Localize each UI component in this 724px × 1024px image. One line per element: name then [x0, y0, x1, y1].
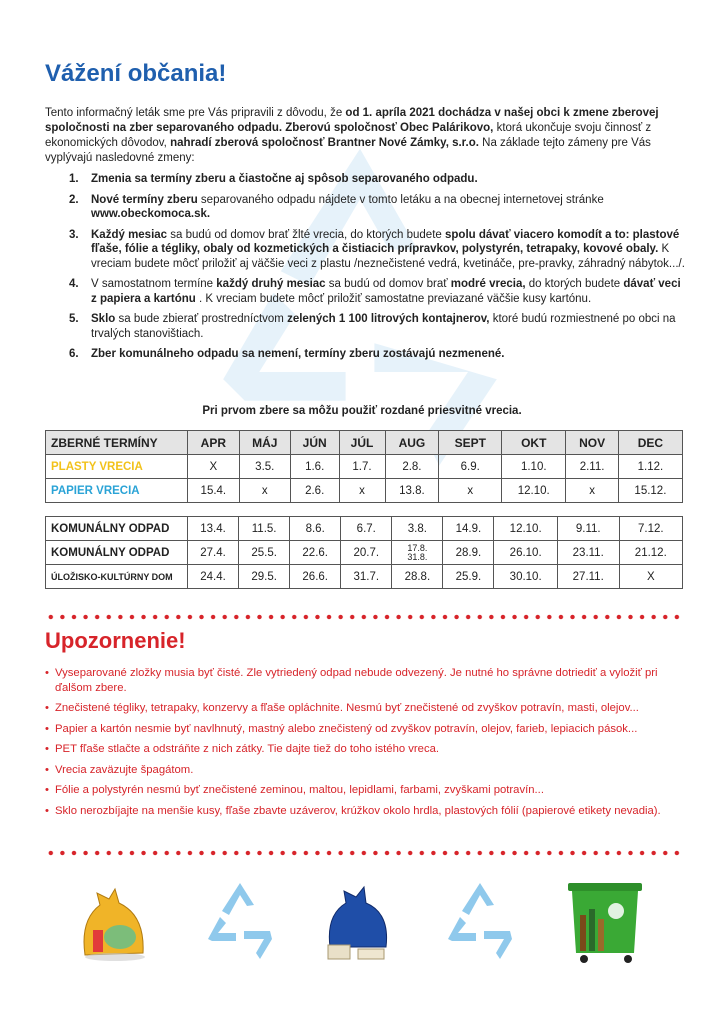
table-cell: 27.11.	[557, 565, 619, 589]
month-header: APR	[188, 431, 240, 455]
dotted-divider	[45, 614, 685, 620]
komunal-label: KOMUNÁLNY ODPAD	[46, 541, 188, 565]
month-header: OKT	[502, 431, 566, 455]
change-item	[45, 172, 685, 187]
list-item: • Fólie a polystyrén nesmú byť znečistené zeminou, maltou, lepidlami, farbami, zvyškami potravín...	[45, 783, 683, 798]
ulozisko-label: ÚLOŽISKO-KULTÚRNY DOM	[46, 565, 188, 589]
change-number: 2.	[69, 193, 79, 206]
change-text: Nové termíny zberu	[91, 193, 198, 206]
table-cell: 8.6.	[290, 517, 341, 541]
table-cell: 6.9.	[439, 455, 502, 479]
blue-sack-icon	[318, 875, 398, 965]
change-text: sa budú od domov brať	[325, 278, 451, 290]
table-cell: 1.10.	[502, 455, 566, 479]
green-glass-container-icon	[560, 875, 650, 965]
list-item: • Vrecia zaväzujte špagátom.	[45, 763, 683, 778]
change-text: dávať veci z papiera a kartónu	[91, 278, 681, 305]
dotted-divider	[45, 850, 685, 856]
table-cell: 15.12.	[618, 479, 682, 503]
table-row	[46, 455, 683, 479]
change-text: do ktorých budete	[525, 278, 624, 290]
table-cell: 25.5.	[239, 541, 290, 565]
list-item: • Znečistené tégliky, tetrapaky, konzervy a fľaše opláchnite. Nesmú byť znečistené od zvyškov potravín, masti, olejov...	[45, 701, 683, 716]
table-cell: x	[566, 479, 619, 503]
change-item	[45, 277, 685, 306]
table-cell: 11.5.	[239, 517, 290, 541]
table-cell: 3.5.	[239, 455, 290, 479]
change-text: ktoré budú rozmiestnené po obci na trvalých stanovištiach.	[91, 313, 676, 340]
papier-label: PAPIER VRECIA	[46, 479, 188, 503]
table-cell: 30.10.	[494, 565, 557, 589]
list-item: • PET fľaše stlačte a odstráňte z nich zátky. Tie dajte tiež do toho istého vreca.	[45, 742, 683, 757]
table-cell: 1.7.	[339, 455, 385, 479]
list-item: • Sklo nerozbíjajte na menšie kusy, fľaše zbavte uzáverov, krúžkov okolo hrdla, plastových fólií (papierové etikety nevadia).	[45, 804, 683, 819]
change-text: sa bude zbierať prostredníctvom	[115, 313, 288, 325]
month-header: NOV	[566, 431, 619, 455]
change-text: Zber komunálneho odpadu sa nemení, termíny zberu zostávajú nezmenené.	[91, 348, 505, 360]
month-header: JÚL	[339, 431, 385, 455]
change-text: Každý mesiac	[91, 228, 168, 241]
month-header: JÚN	[290, 431, 339, 455]
change-text: modré vrecia,	[450, 278, 526, 290]
change-text: spolu dávať viacero komodít a to: plastové fľaše, fólie a tégliky, obaly od kozmetických a čistiacich prípravkov, polystyrén, tetrapaky, kovové obaly.	[91, 228, 680, 255]
table-cell: 21.12.	[619, 541, 682, 565]
change-text: sa budú od domov brať žlté vrecia, do ktorých budete	[167, 228, 445, 241]
sack-note: Pri prvom zbere sa môžu použiť rozdané priesvitné vrecia.	[202, 405, 522, 417]
table-cell: X	[619, 565, 682, 589]
month-header: DEC	[618, 431, 682, 455]
table-cell: 13.4.	[188, 517, 239, 541]
schedule-header-row	[46, 431, 683, 455]
change-item	[45, 312, 685, 341]
change-number: 4.	[69, 278, 79, 290]
table-cell: 13.8.	[385, 479, 439, 503]
table-cell-aug-double	[392, 541, 443, 565]
list-item: • Vyseparované zložky musia byť čisté. Zle vytriedený odpad nebude odvezený. Je nutné ho správne dotriediť a vyložiť pri ďalšom zbere.	[45, 666, 683, 695]
change-text: Zmenia sa termíny zberu a čiastočne aj spôsob separovaného odpadu.	[91, 173, 478, 185]
change-text: každý druhý mesiac	[216, 278, 326, 290]
table-cell: 28.9.	[443, 541, 494, 565]
table-cell: 28.8.	[392, 565, 443, 589]
table-cell: 3.8.	[392, 517, 443, 541]
change-item	[45, 228, 685, 272]
aug-date-b: 31.8.	[407, 551, 428, 562]
change-number: 1.	[69, 173, 79, 185]
komunal-table	[45, 516, 683, 589]
table-cell: 12.10.	[502, 479, 566, 503]
table-cell: 20.7.	[341, 541, 392, 565]
table-cell: 7.12.	[619, 517, 682, 541]
aug-date-a: 17.8.	[407, 542, 428, 553]
change-text: zelených 1 100 litrových kontajnerov,	[287, 313, 490, 325]
schedule-table	[45, 430, 683, 503]
table-cell: 2.11.	[566, 455, 619, 479]
plasty-label: PLASTY VRECIA	[46, 455, 188, 479]
change-text: V samostatnom termíne	[91, 278, 217, 290]
change-item	[45, 193, 685, 222]
month-header: AUG	[385, 431, 439, 455]
schedule-header-label: ZBERNÉ TERMÍNY	[46, 431, 188, 455]
table-row	[46, 565, 683, 589]
warning-title: Upozornenie!	[45, 628, 186, 653]
recycle-icon	[440, 875, 520, 965]
table-cell: 12.10.	[494, 517, 557, 541]
table-row	[46, 541, 683, 565]
komunal-label: KOMUNÁLNY ODPAD	[46, 517, 188, 541]
recycle-icon	[200, 875, 280, 965]
table-cell: 6.7.	[341, 517, 392, 541]
month-header: MÁJ	[239, 431, 290, 455]
table-cell: 24.4.	[188, 565, 239, 589]
table-cell: x	[339, 479, 385, 503]
table-cell: 15.4.	[188, 479, 240, 503]
table-cell: 2.8.	[385, 455, 439, 479]
table-cell: 31.7.	[341, 565, 392, 589]
table-cell: 26.6.	[290, 565, 341, 589]
table-cell: 26.10.	[494, 541, 557, 565]
table-cell: 1.6.	[290, 455, 339, 479]
table-cell: x	[439, 479, 502, 503]
change-text: www.obeckomoca.sk.	[91, 208, 211, 220]
table-cell: 27.4.	[188, 541, 239, 565]
table-cell: 23.11.	[557, 541, 619, 565]
table-row	[46, 479, 683, 503]
change-number: 5.	[69, 313, 79, 325]
table-cell: 14.9.	[443, 517, 494, 541]
change-text: separovaného odpadu nájdete v tomto letáku a na obecnej internetovej stránke	[197, 193, 604, 206]
changes-list	[45, 172, 685, 368]
month-header: SEPT	[439, 431, 502, 455]
change-text: . K vreciam budete môcť priložiť samostatne previazané väčšie kusy kartónu.	[195, 292, 592, 305]
table-cell: 29.5.	[239, 565, 290, 589]
table-cell: X	[188, 455, 240, 479]
change-number: 3.	[69, 228, 79, 241]
table-cell: 1.12.	[618, 455, 682, 479]
change-number: 6.	[69, 348, 79, 360]
table-row	[46, 517, 683, 541]
warning-list	[45, 666, 683, 824]
page-title: Vážení občania!	[45, 60, 227, 87]
table-cell: 9.11.	[557, 517, 619, 541]
table-cell: x	[239, 479, 290, 503]
table-cell: 25.9.	[443, 565, 494, 589]
change-item	[45, 347, 685, 362]
table-cell: 22.6.	[290, 541, 341, 565]
change-text: Sklo	[91, 313, 116, 325]
yellow-sack-icon	[75, 875, 155, 965]
list-item: • Papier a kartón nesmie byť navlhnutý, mastný alebo znečistený od zvyškov potravín, olejov, farieb, lepiacich pások...	[45, 722, 683, 737]
table-cell: 2.6.	[290, 479, 339, 503]
intro-paragraph: Tento informačný leták sme pre Vás pripravili z dôvodu, že od 1. apríla 2021 dochádza v našej obci k zmene zberovej spoločnosti na zber separovaného odpadu. Zberovú spoločnosť Obec Palárikovo, ktorá ukončuje svoju činnosť z ekonomických dôvodov, nahradí zberová spoločnosť Brantner Nové Zámky, s.r.o. Na základe tejto zámeny pre Vás vyplývajú nasledovné zmeny:	[45, 107, 659, 164]
change-text: K vreciam budete môcť priložiť aj väčšie veci z plastu /neznečistené vedrá, kvetináče, pre-pravky, záhradný nábytok.../.	[91, 243, 685, 270]
